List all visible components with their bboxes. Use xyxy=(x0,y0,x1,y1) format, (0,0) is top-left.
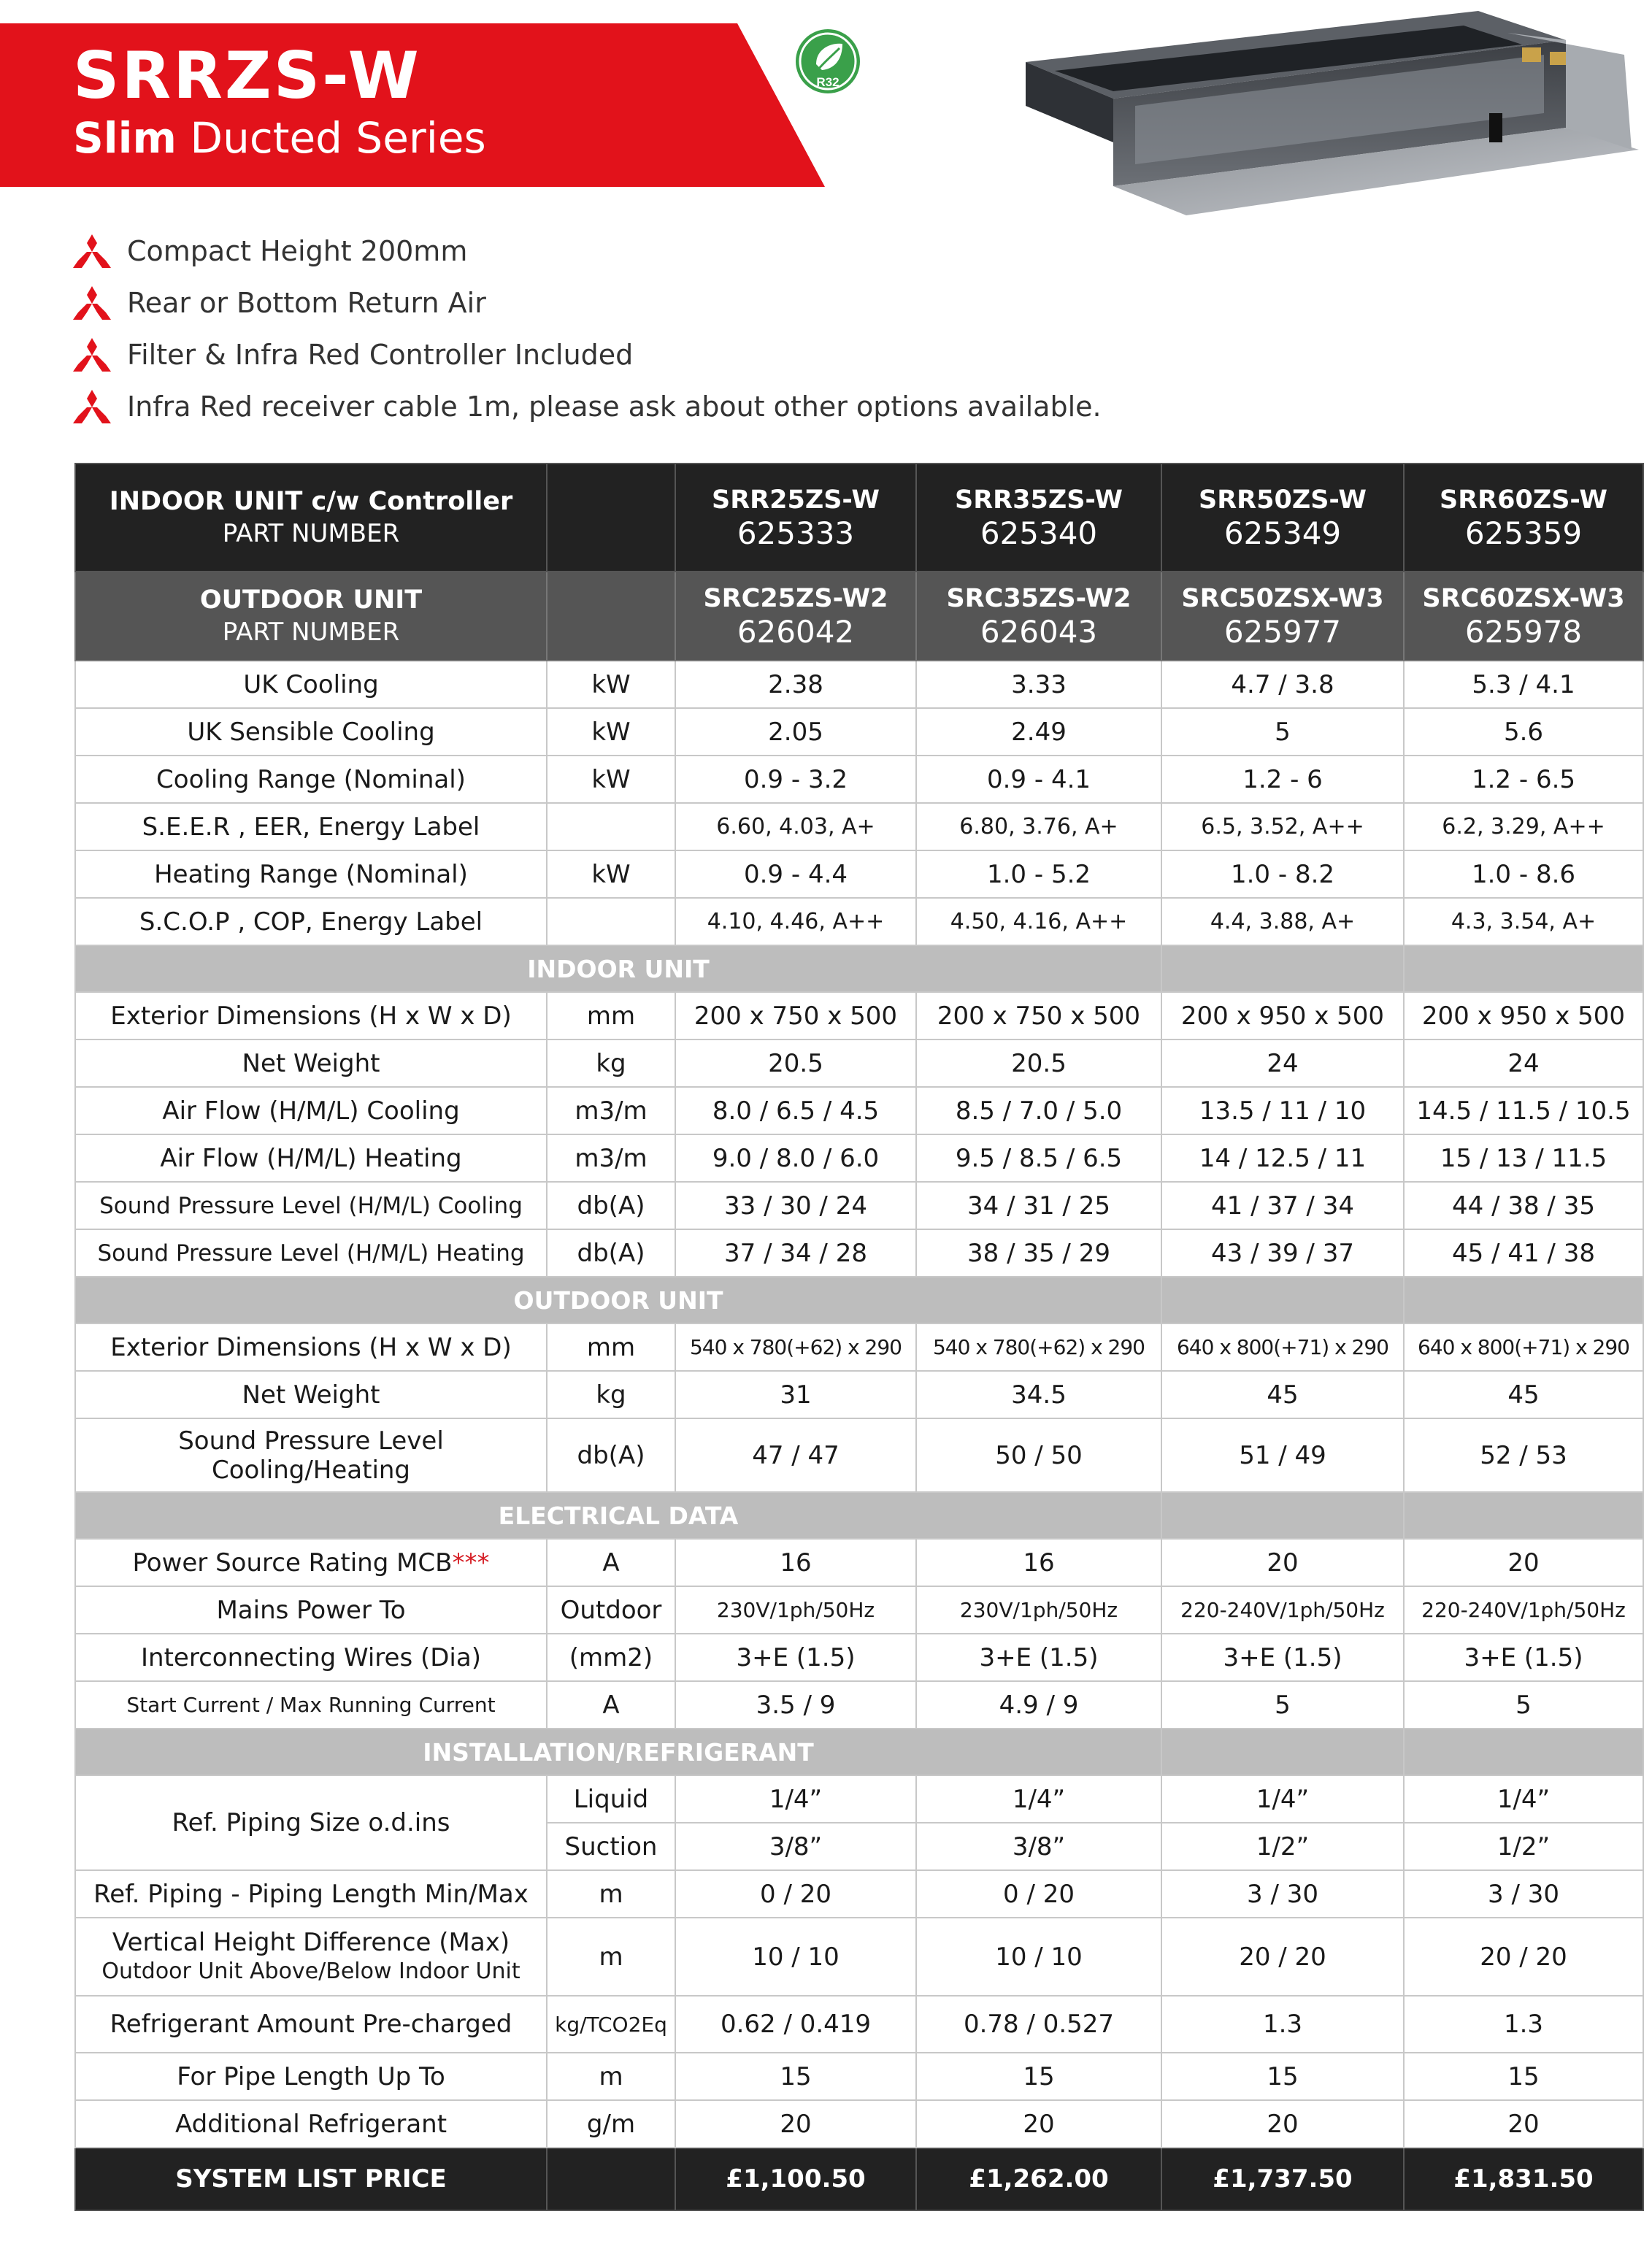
cell: 9.5 / 8.5 / 6.5 xyxy=(916,1134,1161,1182)
cell: 200 x 750 x 500 xyxy=(675,992,916,1039)
row-unit: kg xyxy=(547,1039,675,1087)
row-unit: kW xyxy=(547,661,675,708)
table-row xyxy=(75,1634,1643,1681)
cell: 20 xyxy=(1404,1539,1643,1586)
row-unit: A xyxy=(547,1539,675,1586)
cell: 230V/1ph/50Hz xyxy=(916,1586,1161,1634)
cell: 220-240V/1ph/50Hz xyxy=(1404,1586,1643,1634)
cell: 3+E (1.5) xyxy=(675,1634,916,1681)
cell: 33 / 30 / 24 xyxy=(675,1182,916,1229)
cell: 20 xyxy=(1404,2100,1643,2148)
row-unit: mm xyxy=(547,992,675,1039)
feature-item xyxy=(73,225,1102,277)
cell: 4.7 / 3.8 xyxy=(1161,661,1404,708)
table-row xyxy=(75,1870,1643,1918)
cell: 3/8” xyxy=(675,1823,916,1870)
cell: 34 / 31 / 25 xyxy=(916,1182,1161,1229)
row-unit: m xyxy=(547,1870,675,1918)
cell: 4.4, 3.88, A+ xyxy=(1161,898,1404,945)
row-unit: db(A) xyxy=(547,1229,675,1277)
table-row xyxy=(75,1996,1643,2053)
cell: 24 xyxy=(1404,1039,1643,1087)
row-label: Net Weight xyxy=(75,1039,547,1087)
cell: 1/4” xyxy=(1404,1775,1643,1823)
indoor-model: SRR60ZS-W 625359 xyxy=(1404,464,1643,572)
section-header-indoor xyxy=(75,945,1643,992)
feature-item xyxy=(73,328,1102,380)
row-label: Vertical Height Difference (Max) Outdoor Unit Above/Below Indoor Unit xyxy=(75,1918,547,1996)
spec-table xyxy=(74,463,1644,2211)
table-row xyxy=(75,1418,1643,1492)
table-row xyxy=(75,2100,1643,2148)
table-row xyxy=(75,850,1643,898)
cell: 5 xyxy=(1404,1681,1643,1729)
cell: 540 x 780(+62) x 290 xyxy=(916,1323,1161,1371)
table-row xyxy=(75,2053,1643,2100)
feature-item xyxy=(73,380,1102,432)
mitsubishi-diamond-icon xyxy=(73,338,111,372)
series-bold: Slim xyxy=(73,113,177,163)
row-label: Power Source Rating MCB*** xyxy=(75,1539,547,1586)
cell: 2.38 xyxy=(675,661,916,708)
table-row xyxy=(75,1229,1643,1277)
row-unit: kg xyxy=(547,1371,675,1418)
cell: 1/4” xyxy=(1161,1775,1404,1823)
section-spacer xyxy=(1161,1492,1404,1539)
cell: 1.3 xyxy=(1161,1996,1404,2053)
feature-text: Filter & Infra Red Controller Included xyxy=(127,338,634,371)
table-row xyxy=(75,1775,1643,1823)
cell: 24 xyxy=(1161,1039,1404,1087)
section-title: OUTDOOR UNIT xyxy=(75,1277,1161,1323)
cell: 1.0 - 5.2 xyxy=(916,850,1161,898)
cell: 8.5 / 7.0 / 5.0 xyxy=(916,1087,1161,1134)
cell: 6.60, 4.03, A+ xyxy=(675,803,916,850)
row-unit: (mm2) xyxy=(547,1634,675,1681)
table-row xyxy=(75,1182,1643,1229)
header-spacer xyxy=(547,572,675,661)
series-rest: Ducted Series xyxy=(176,113,486,163)
cell: 10 / 10 xyxy=(675,1918,916,1996)
cell: 3 / 30 xyxy=(1161,1870,1404,1918)
row-unit xyxy=(547,803,675,850)
row-label: Air Flow (H/M/L) Heating xyxy=(75,1134,547,1182)
price-row xyxy=(75,2148,1643,2210)
price-label: SYSTEM LIST PRICE xyxy=(75,2148,547,2210)
cell: 50 / 50 xyxy=(916,1418,1161,1492)
table-row xyxy=(75,1586,1643,1634)
table-row xyxy=(75,661,1643,708)
cell: 20.5 xyxy=(916,1039,1161,1087)
price-value: £1,831.50 xyxy=(1404,2148,1643,2210)
indoor-model: SRR35ZS-W 625340 xyxy=(916,464,1161,572)
outdoor-model: SRC50ZSX-W3 625977 xyxy=(1161,572,1404,661)
section-header-outdoor xyxy=(75,1277,1643,1323)
cell: 5 xyxy=(1161,708,1404,756)
section-spacer xyxy=(1161,945,1404,992)
indoor-header-label: INDOOR UNIT c/w Controller PART NUMBER xyxy=(75,464,547,572)
cell: 43 / 39 / 37 xyxy=(1161,1229,1404,1277)
row-unit: db(A) xyxy=(547,1418,675,1492)
cell: 52 / 53 xyxy=(1404,1418,1643,1492)
cell: 4.3, 3.54, A+ xyxy=(1404,898,1643,945)
cell: 15 xyxy=(1404,2053,1643,2100)
row-unit: db(A) xyxy=(547,1182,675,1229)
mitsubishi-diamond-icon xyxy=(73,390,111,423)
section-spacer xyxy=(1161,1729,1404,1775)
row-label: Sound Pressure Level Cooling/Heating xyxy=(75,1418,547,1492)
section-spacer xyxy=(1404,1277,1643,1323)
table-row xyxy=(75,1134,1643,1182)
cell: 230V/1ph/50Hz xyxy=(675,1586,916,1634)
cell: 1.2 - 6.5 xyxy=(1404,756,1643,803)
section-spacer xyxy=(1404,1492,1643,1539)
row-label: For Pipe Length Up To xyxy=(75,2053,547,2100)
cell: 20 xyxy=(675,2100,916,2148)
table-row xyxy=(75,708,1643,756)
table-row xyxy=(75,1539,1643,1586)
cell: 14 / 12.5 / 11 xyxy=(1161,1134,1404,1182)
outdoor-model: SRC25ZS-W2 626042 xyxy=(675,572,916,661)
outdoor-model: SRC35ZS-W2 626043 xyxy=(916,572,1161,661)
cell: 20 xyxy=(916,2100,1161,2148)
cell: 5.3 / 4.1 xyxy=(1404,661,1643,708)
section-header-installation xyxy=(75,1729,1643,1775)
indoor-model: SRR25ZS-W 625333 xyxy=(675,464,916,572)
cell: 3.5 / 9 xyxy=(675,1681,916,1729)
header-spacer xyxy=(547,464,675,572)
row-unit: kW xyxy=(547,850,675,898)
cell: 47 / 47 xyxy=(675,1418,916,1492)
section-spacer xyxy=(1404,945,1643,992)
feature-text: Infra Red receiver cable 1m, please ask about other options available. xyxy=(127,390,1102,423)
cell: 200 x 950 x 500 xyxy=(1161,992,1404,1039)
row-label: Heating Range (Nominal) xyxy=(75,850,547,898)
row-unit: Liquid xyxy=(547,1775,675,1823)
cell: 0.78 / 0.527 xyxy=(916,1996,1161,2053)
row-label: Additional Refrigerant xyxy=(75,2100,547,2148)
mitsubishi-diamond-icon xyxy=(73,234,111,268)
cell: 20 / 20 xyxy=(1161,1918,1404,1996)
cell: 20 xyxy=(1161,1539,1404,1586)
cell: 16 xyxy=(916,1539,1161,1586)
cell: 37 / 34 / 28 xyxy=(675,1229,916,1277)
cell: 4.10, 4.46, A++ xyxy=(675,898,916,945)
table-row xyxy=(75,1918,1643,1996)
row-unit: A xyxy=(547,1681,675,1729)
cell: 2.49 xyxy=(916,708,1161,756)
cell: 44 / 38 / 35 xyxy=(1404,1182,1643,1229)
row-label: S.E.E.R , EER, Energy Label xyxy=(75,803,547,850)
row-unit: Suction xyxy=(547,1823,675,1870)
feature-item xyxy=(73,277,1102,328)
cell: 1.2 - 6 xyxy=(1161,756,1404,803)
cell: 640 x 800(+71) x 290 xyxy=(1161,1323,1404,1371)
feature-text: Compact Height 200mm xyxy=(127,234,468,267)
row-label: Interconnecting Wires (Dia) xyxy=(75,1634,547,1681)
row-label: Start Current / Max Running Current xyxy=(75,1681,547,1729)
cell: 1/4” xyxy=(675,1775,916,1823)
cell: 5 xyxy=(1161,1681,1404,1729)
cell: 51 / 49 xyxy=(1161,1418,1404,1492)
cell: 5.6 xyxy=(1404,708,1643,756)
cell: 3 / 30 xyxy=(1404,1870,1643,1918)
row-unit: mm xyxy=(547,1323,675,1371)
feature-list xyxy=(73,225,1102,432)
cell: 1.0 - 8.2 xyxy=(1161,850,1404,898)
outdoor-header-row xyxy=(75,572,1643,661)
row-label: Cooling Range (Nominal) xyxy=(75,756,547,803)
section-title: INDOOR UNIT xyxy=(75,945,1161,992)
cell: 1/2” xyxy=(1404,1823,1643,1870)
row-label: Sound Pressure Level (H/M/L) Cooling xyxy=(75,1182,547,1229)
table-row xyxy=(75,1371,1643,1418)
mitsubishi-diamond-icon xyxy=(73,286,111,320)
row-unit: kg/TCO2Eq xyxy=(547,1996,675,2053)
cell: 3/8” xyxy=(916,1823,1161,1870)
ducted-unit-image xyxy=(1011,4,1646,223)
row-label: Exterior Dimensions (H x W x D) xyxy=(75,992,547,1039)
cell: 34.5 xyxy=(916,1371,1161,1418)
row-unit: kW xyxy=(547,756,675,803)
cell: 1.0 - 8.6 xyxy=(1404,850,1643,898)
price-value: £1,262.00 xyxy=(916,2148,1161,2210)
cell: 1/2” xyxy=(1161,1823,1404,1870)
cell: 45 xyxy=(1161,1371,1404,1418)
price-value: £1,100.50 xyxy=(675,2148,916,2210)
cell: 200 x 950 x 500 xyxy=(1404,992,1643,1039)
page-title: SRRZS-W xyxy=(73,38,421,113)
table-row xyxy=(75,1087,1643,1134)
indoor-header-row xyxy=(75,464,1643,572)
cell: 4.9 / 9 xyxy=(916,1681,1161,1729)
row-label: S.C.O.P , COP, Energy Label xyxy=(75,898,547,945)
row-unit: kW xyxy=(547,708,675,756)
cell: 15 xyxy=(1161,2053,1404,2100)
cell: 15 xyxy=(916,2053,1161,2100)
section-spacer xyxy=(1161,1277,1404,1323)
cell: 1/4” xyxy=(916,1775,1161,1823)
row-label: Air Flow (H/M/L) Cooling xyxy=(75,1087,547,1134)
cell: 45 xyxy=(1404,1371,1643,1418)
cell: 14.5 / 11.5 / 10.5 xyxy=(1404,1087,1643,1134)
cell: 640 x 800(+71) x 290 xyxy=(1404,1323,1643,1371)
cell: 0.9 - 4.1 xyxy=(916,756,1161,803)
row-label: Exterior Dimensions (H x W x D) xyxy=(75,1323,547,1371)
cell: 13.5 / 11 / 10 xyxy=(1161,1087,1404,1134)
cell: 0.9 - 3.2 xyxy=(675,756,916,803)
cell: 3+E (1.5) xyxy=(1404,1634,1643,1681)
row-unit: g/m xyxy=(547,2100,675,2148)
cell: 15 / 13 / 11.5 xyxy=(1404,1134,1643,1182)
row-label: Sound Pressure Level (H/M/L) Heating xyxy=(75,1229,547,1277)
cell: 16 xyxy=(675,1539,916,1586)
cell: 540 x 780(+62) x 290 xyxy=(675,1323,916,1371)
cell: 220-240V/1ph/50Hz xyxy=(1161,1586,1404,1634)
row-unit: Outdoor xyxy=(547,1586,675,1634)
cell: 1.3 xyxy=(1404,1996,1643,2053)
cell: 3.33 xyxy=(916,661,1161,708)
table-row xyxy=(75,803,1643,850)
cell: 6.5, 3.52, A++ xyxy=(1161,803,1404,850)
price-spacer xyxy=(547,2148,675,2210)
cell: 0.9 - 4.4 xyxy=(675,850,916,898)
row-label: Ref. Piping Size o.d.ins xyxy=(75,1775,547,1870)
indoor-model: SRR50ZS-W 625349 xyxy=(1161,464,1404,572)
cell: 38 / 35 / 29 xyxy=(916,1229,1161,1277)
cell: 2.05 xyxy=(675,708,916,756)
section-header-electrical xyxy=(75,1492,1643,1539)
section-title: INSTALLATION/REFRIGERANT xyxy=(75,1729,1161,1775)
outdoor-model: SRC60ZSX-W3 625978 xyxy=(1404,572,1643,661)
cell: 8.0 / 6.5 / 4.5 xyxy=(675,1087,916,1134)
table-row xyxy=(75,1681,1643,1729)
cell: 9.0 / 8.0 / 6.0 xyxy=(675,1134,916,1182)
cell: 0 / 20 xyxy=(675,1870,916,1918)
feature-text: Rear or Bottom Return Air xyxy=(127,286,486,319)
section-spacer xyxy=(1404,1729,1643,1775)
table-row xyxy=(75,992,1643,1039)
cell: 6.2, 3.29, A++ xyxy=(1404,803,1643,850)
cell: 31 xyxy=(675,1371,916,1418)
cell: 15 xyxy=(675,2053,916,2100)
cell: 20.5 xyxy=(675,1039,916,1087)
row-label: UK Cooling xyxy=(75,661,547,708)
row-label: Ref. Piping - Piping Length Min/Max xyxy=(75,1870,547,1918)
table-row xyxy=(75,898,1643,945)
cell: 6.80, 3.76, A+ xyxy=(916,803,1161,850)
row-unit xyxy=(547,898,675,945)
table-row xyxy=(75,756,1643,803)
section-title: ELECTRICAL DATA xyxy=(75,1492,1161,1539)
r32-badge-text: R32 xyxy=(816,75,840,89)
cell: 45 / 41 / 38 xyxy=(1404,1229,1643,1277)
cell: 20 / 20 xyxy=(1404,1918,1643,1996)
cell: 3+E (1.5) xyxy=(916,1634,1161,1681)
row-label: Net Weight xyxy=(75,1371,547,1418)
row-unit: m xyxy=(547,1918,675,1996)
cell: 0 / 20 xyxy=(916,1870,1161,1918)
r32-leaf-icon xyxy=(794,28,861,95)
footnote-stars: *** xyxy=(452,1548,490,1577)
row-unit: m xyxy=(547,2053,675,2100)
cell: 41 / 37 / 34 xyxy=(1161,1182,1404,1229)
row-unit: m3/m xyxy=(547,1134,675,1182)
row-unit: m3/m xyxy=(547,1087,675,1134)
cell: 200 x 750 x 500 xyxy=(916,992,1161,1039)
row-label: Mains Power To xyxy=(75,1586,547,1634)
cell: 0.62 / 0.419 xyxy=(675,1996,916,2053)
cell: 10 / 10 xyxy=(916,1918,1161,1996)
price-value: £1,737.50 xyxy=(1161,2148,1404,2210)
row-label: UK Sensible Cooling xyxy=(75,708,547,756)
cell: 20 xyxy=(1161,2100,1404,2148)
series-subtitle xyxy=(73,113,486,163)
cell: 4.50, 4.16, A++ xyxy=(916,898,1161,945)
table-row xyxy=(75,1039,1643,1087)
row-label: Refrigerant Amount Pre-charged xyxy=(75,1996,547,2053)
cell: 3+E (1.5) xyxy=(1161,1634,1404,1681)
outdoor-header-label: OUTDOOR UNIT PART NUMBER xyxy=(75,572,547,661)
table-row xyxy=(75,1323,1643,1371)
